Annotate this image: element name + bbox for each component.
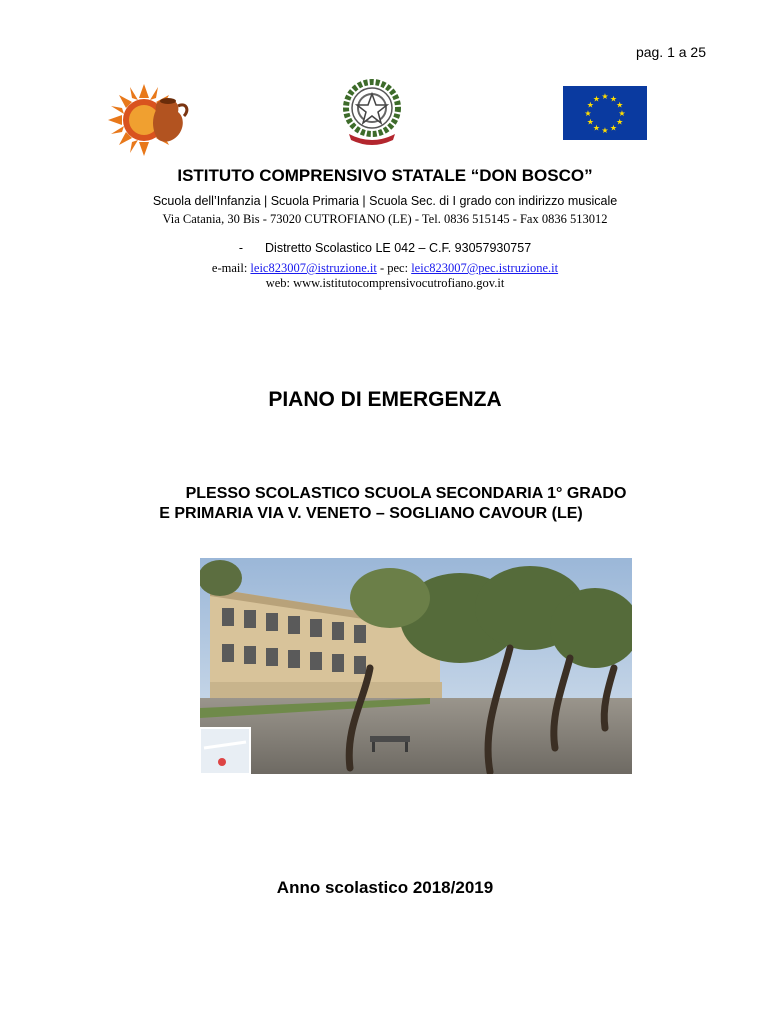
contacts	[0, 261, 770, 291]
eu-star-icon: ★	[601, 126, 609, 135]
school-types: Scuola dell’Infanzia | Scuola Primaria | Scuola Sec. di I grado con indirizzo musicale	[152, 194, 618, 208]
italian-republic-emblem	[335, 74, 409, 148]
eu-star-icon: ★	[616, 117, 624, 127]
eu-star-icon: ★	[616, 100, 624, 110]
school-photo	[200, 558, 632, 774]
eu-star-icon: ★	[609, 94, 618, 104]
eu-star-icon: ★	[618, 109, 626, 118]
plesso-heading	[0, 484, 770, 524]
district-dash: -	[238, 241, 244, 255]
eu-flag	[563, 86, 647, 140]
institute-header	[0, 166, 770, 291]
eu-star-icon: ★	[584, 109, 592, 118]
institute-name: ISTITUTO COMPRENSIVO STATALE “DON BOSCO”	[177, 166, 593, 185]
eu-star-icon: ★	[592, 123, 601, 133]
email-link[interactable]: leic823007@istruzione.it	[250, 261, 377, 275]
district-text: Distretto Scolastico LE 042 – C.F. 93057930757	[265, 241, 532, 255]
eu-star-icon: ★	[586, 100, 594, 110]
document-title: PIANO DI EMERGENZA	[268, 388, 502, 411]
district-info	[0, 241, 770, 255]
eu-star-icon: ★	[586, 117, 594, 127]
school-year: Anno scolastico 2018/2019	[276, 878, 494, 897]
page-number: pag. 1 a 25	[635, 44, 706, 60]
pec-label: - pec:	[376, 261, 412, 275]
website: web: www.istitutocomprensivocutrofiano.gov.it	[265, 276, 505, 290]
institute-address: Via Catania, 30 Bis - 73020 CUTROFIANO (LE) - Tel. 0836 515145 - Fax 0836 513012	[162, 212, 608, 226]
eu-star-icon: ★	[592, 94, 601, 104]
email-label: e-mail:	[211, 261, 251, 275]
plesso-line-2: E PRIMARIA VIA V. VENETO – SOGLIANO CAVOUR (LE)	[159, 505, 583, 522]
eu-star-icon: ★	[601, 92, 609, 101]
plesso-line-1: PLESSO SCOLASTICO SCUOLA SECONDARIA 1° GRADO	[185, 485, 627, 502]
pec-link[interactable]: leic823007@pec.istruzione.it	[411, 261, 559, 275]
eu-star-icon: ★	[609, 123, 618, 133]
sun-amphora-logo	[108, 76, 192, 160]
